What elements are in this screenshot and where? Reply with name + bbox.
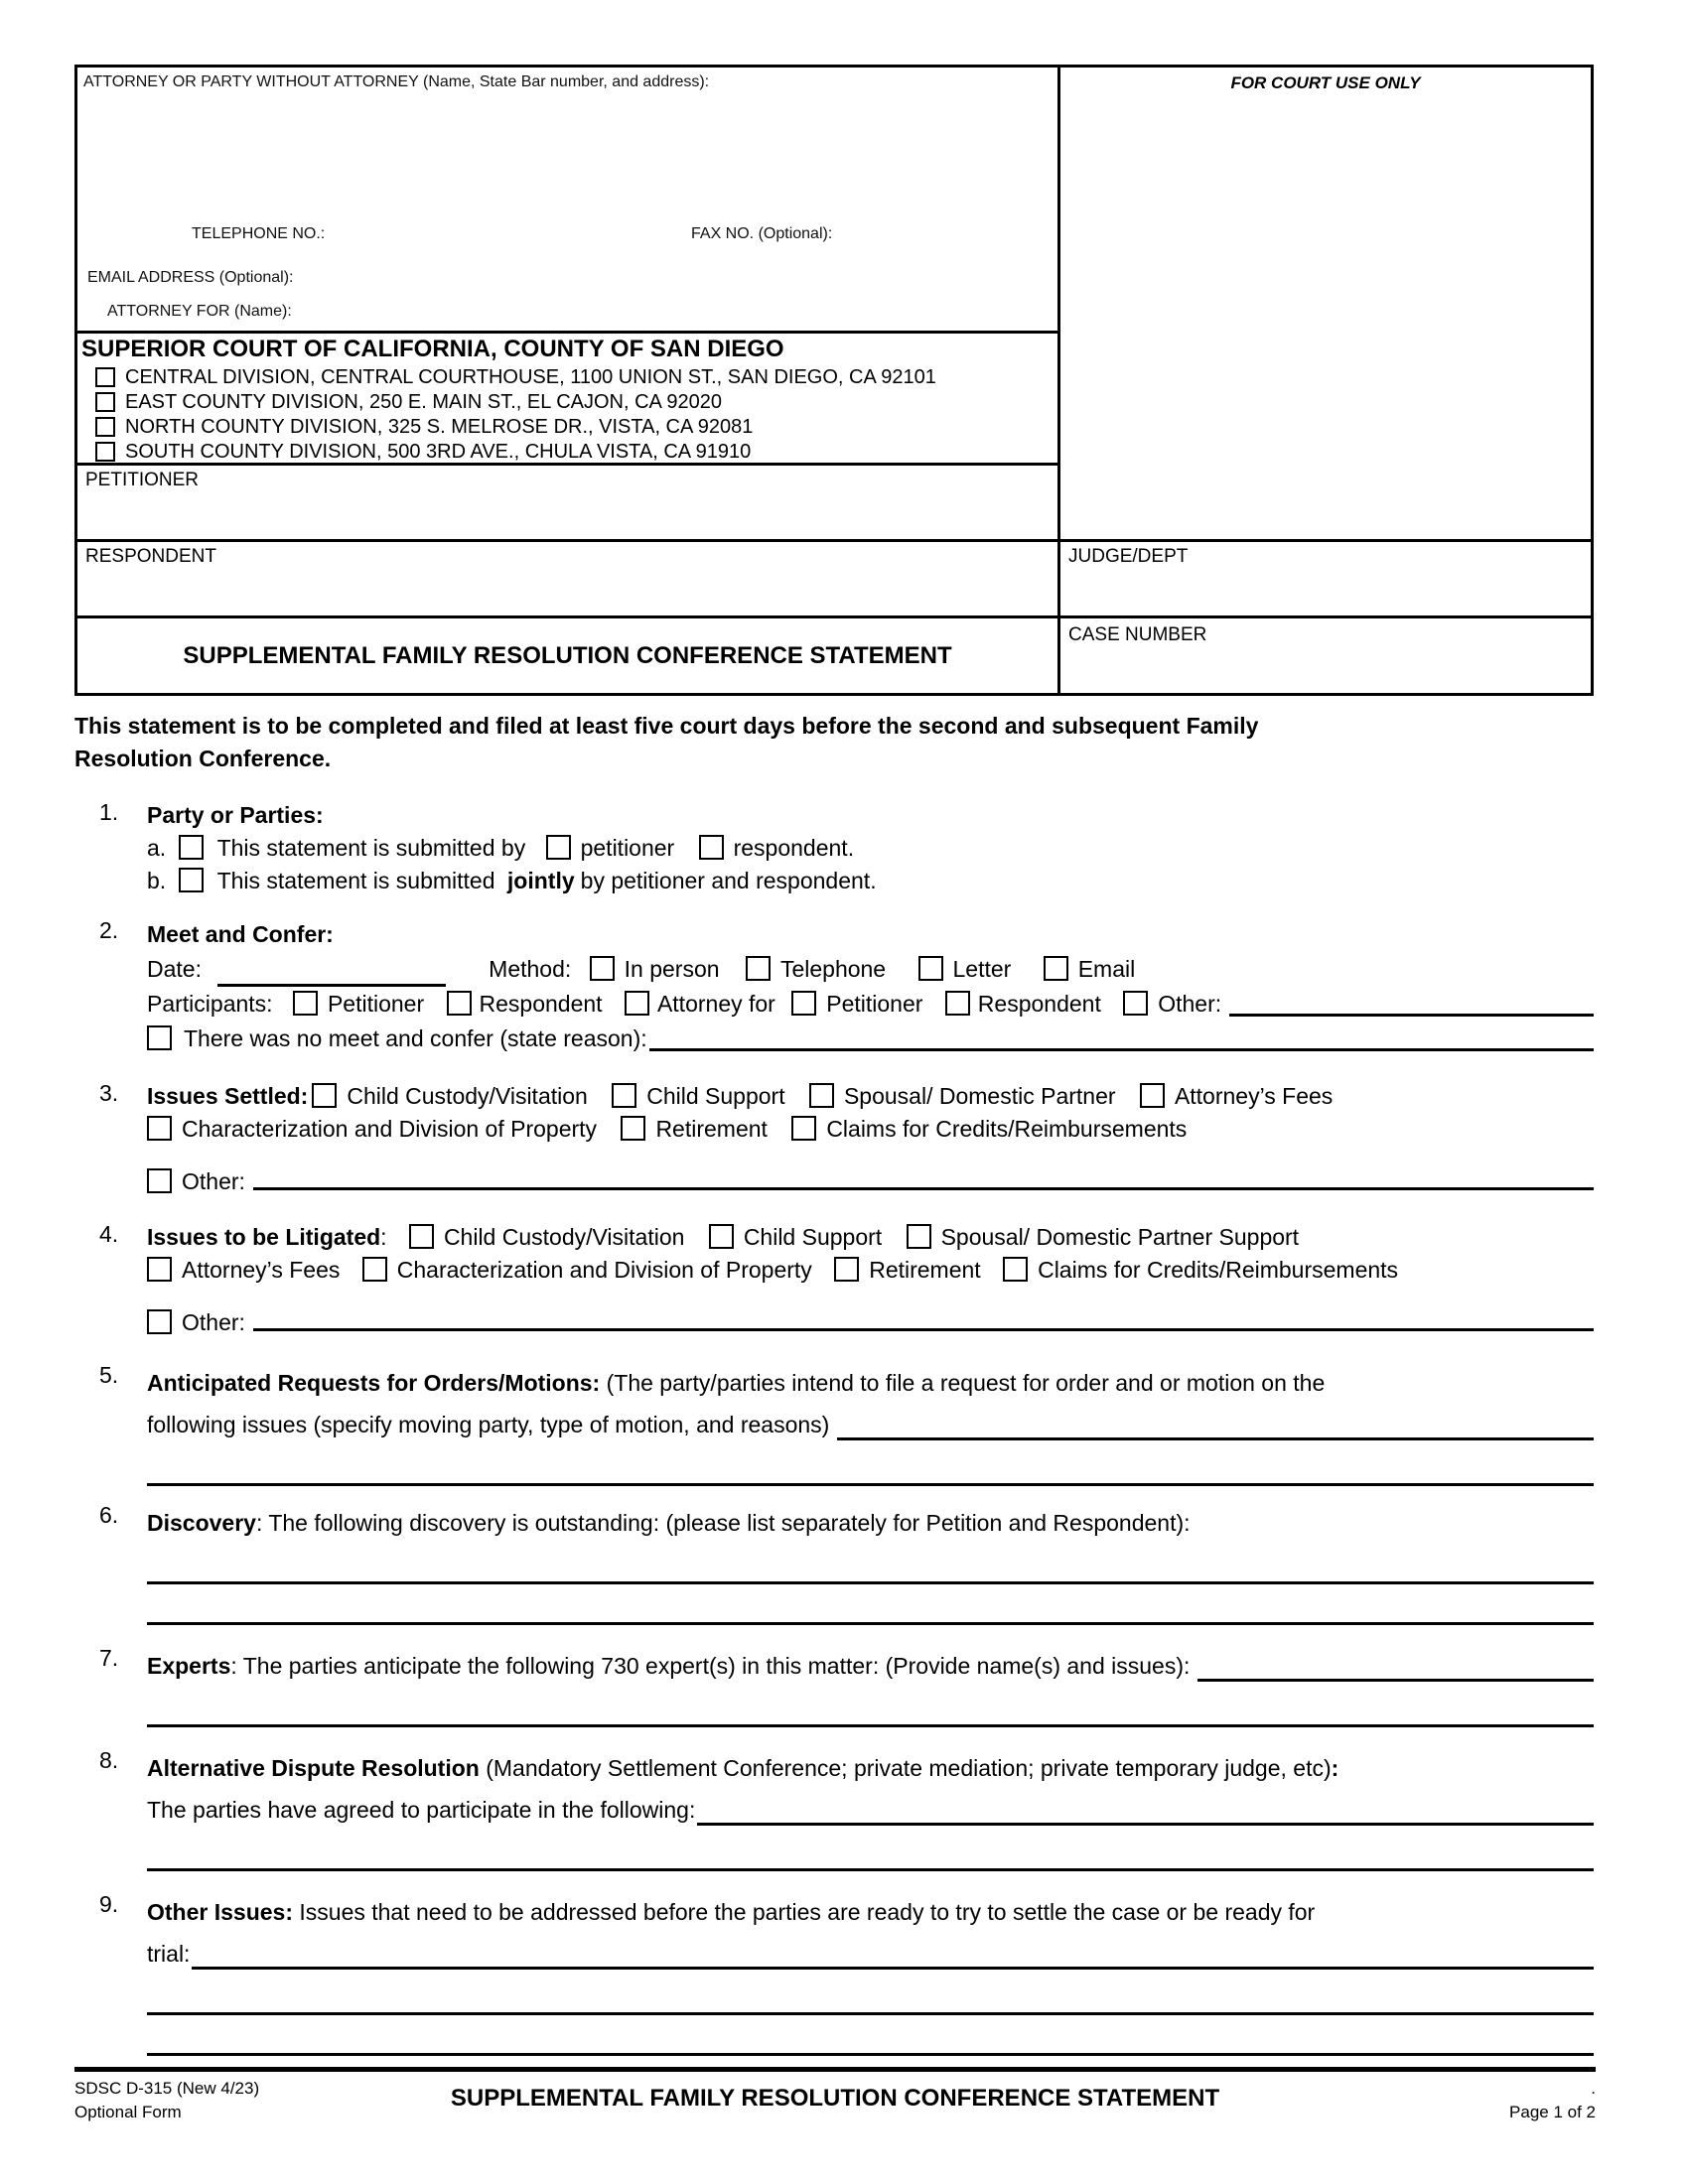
submitted-by-text: This statement is submitted by — [216, 835, 526, 861]
central-division-checkbox[interactable] — [95, 367, 115, 387]
discovery-input-line-1[interactable] — [147, 1544, 1594, 1584]
meet-confer-heading: Meet and Confer: — [147, 921, 334, 947]
jointly-text-pre: This statement is submitted — [216, 868, 495, 893]
discovery-input-line-2[interactable] — [147, 1584, 1594, 1625]
north-county-division-label: NORTH COUNTY DIVISION, 325 S. MELROSE DR., VISTA, CA 92081 — [125, 416, 754, 438]
issues-settled-row-1 — [147, 1080, 1594, 1113]
telephone-label: TELEPHONE NO.: — [192, 225, 326, 242]
litigated-property-label: Characterization and Division of Property — [396, 1257, 812, 1283]
fax-label: FAX NO. (Optional): — [691, 225, 833, 242]
intro-line-1: This statement is to be completed and filed at least five court days before the second and subsequent Family — [74, 713, 1259, 739]
east-county-division-checkbox[interactable] — [95, 392, 115, 412]
judge-dept-label: JUDGE/DEPT — [1068, 546, 1189, 567]
party-heading: Party or Parties: — [147, 802, 324, 828]
petitioner-label: PETITIONER — [85, 470, 200, 490]
no-meet-confer-checkbox[interactable] — [147, 1025, 172, 1050]
participant-other-label: Other: — [1158, 991, 1222, 1017]
form-title-cell — [77, 615, 1060, 693]
party-option-a — [147, 832, 1594, 865]
method-email-label: Email — [1077, 956, 1136, 982]
other-issues-text: Issues that need to be addressed before the parties are ready to try to settle the case or be ready for — [299, 1899, 1316, 1925]
section-issues-to-be-litigated — [74, 1221, 1594, 1336]
motions-input-line[interactable] — [837, 1437, 1594, 1440]
petitioner-cell[interactable] — [77, 463, 1060, 539]
other-issues-line-2 — [147, 1933, 1594, 1975]
settled-attorneys-fees-checkbox[interactable] — [1140, 1083, 1165, 1108]
form-content — [74, 65, 1594, 2056]
settled-spousal-partner-label: Spousal/ Domestic Partner — [843, 1083, 1116, 1109]
section-party-or-parties — [74, 799, 1594, 897]
respondent-label: RESPONDENT — [85, 546, 216, 567]
anticipated-requests-text: (The party/parties intend to file a request for order and or motion on the — [606, 1370, 1326, 1396]
method-letter-checkbox[interactable] — [918, 956, 943, 981]
issues-litigated-row-1 — [147, 1221, 1594, 1254]
item-number: 9. — [99, 1891, 119, 1917]
item-number: 2. — [99, 917, 119, 943]
sub-item-a-label: a. — [147, 835, 167, 861]
litigated-other-checkbox[interactable] — [147, 1309, 172, 1334]
item-number: 6. — [99, 1502, 119, 1528]
issues-settled-heading: Issues Settled: — [147, 1083, 309, 1109]
experts-line — [147, 1645, 1594, 1687]
footer-page-block — [1268, 2077, 1596, 2124]
division-row — [95, 366, 1054, 388]
item-number: 3. — [99, 1080, 119, 1106]
no-meet-confer-row — [147, 1022, 1594, 1056]
section-experts — [74, 1645, 1594, 1727]
litigated-retirement-label: Retirement — [869, 1257, 981, 1283]
form-caption-box — [74, 65, 1594, 696]
issues-litigated-heading: Issues to be Litigated — [147, 1224, 381, 1250]
no-meet-reason-input-line[interactable] — [649, 1048, 1594, 1051]
adr-input-line[interactable] — [697, 1823, 1594, 1826]
attorney-info-cell[interactable] — [77, 68, 1060, 331]
experts-input-line[interactable] — [1197, 1679, 1594, 1682]
participant-respondent-checkbox[interactable] — [447, 991, 472, 1016]
form-title: SUPPLEMENTAL FAMILY RESOLUTION CONFERENCE STATEMENT — [183, 641, 952, 669]
for-court-use-only-label: FOR COURT USE ONLY — [1230, 73, 1421, 92]
settled-spousal-partner-checkbox[interactable] — [809, 1083, 834, 1108]
respondent-cell[interactable] — [77, 539, 1060, 615]
no-meet-confer-text: There was no meet and confer (state reason): — [184, 1025, 647, 1051]
discovery-line — [147, 1502, 1594, 1544]
sub-item-b-label: b. — [147, 868, 167, 893]
adr-line-1 — [147, 1747, 1594, 1789]
experts-text: : The parties anticipate the following 730 expert(s) in this matter: (Provide name(s) and issues): — [230, 1653, 1191, 1679]
participant-respondent-label: Respondent — [479, 991, 603, 1017]
division-row — [95, 416, 1054, 438]
participant-other-checkbox[interactable] — [1123, 991, 1148, 1016]
method-telephone-label: Telephone — [779, 956, 887, 982]
section-anticipated-requests — [74, 1362, 1594, 1486]
section-adr — [74, 1747, 1594, 1871]
court-use-cell — [1060, 68, 1591, 539]
item-number: 7. — [99, 1645, 119, 1671]
meet-confer-date-method-row — [147, 952, 1594, 987]
intro-statement — [74, 710, 1524, 775]
date-label: Date: — [147, 956, 202, 982]
north-county-division-checkbox[interactable] — [95, 417, 115, 437]
jointly-bold: jointly — [506, 868, 575, 893]
other-issues-input-line-1[interactable] — [147, 1975, 1594, 2015]
form-footer — [74, 2067, 1596, 2124]
settled-credits-checkbox[interactable] — [791, 1116, 816, 1141]
motions-input-line-2[interactable] — [147, 1445, 1594, 1486]
settled-attorneys-fees-label: Attorney’s Fees — [1174, 1083, 1334, 1109]
participant-petitioner-checkbox[interactable] — [293, 991, 318, 1016]
settled-property-checkbox[interactable] — [147, 1116, 172, 1141]
litigated-spousal-support-label: Spousal/ Domestic Partner Support — [940, 1224, 1300, 1250]
method-in-person-label: In person — [624, 956, 720, 982]
litigated-credits-checkbox[interactable] — [1003, 1257, 1028, 1282]
litigated-attorneys-fees-label: Attorney’s Fees — [182, 1257, 341, 1283]
other-issues-input-line-2[interactable] — [147, 2015, 1594, 2056]
attorney-for-respondent-checkbox[interactable] — [945, 991, 970, 1016]
anticipated-requests-line-2 — [147, 1404, 1594, 1445]
settled-credits-label: Claims for Credits/Reimbursements — [826, 1116, 1188, 1142]
participants-other-input-line[interactable] — [1229, 1014, 1594, 1017]
litigated-child-custody-label: Child Custody/Visitation — [443, 1224, 685, 1250]
other-issues-line-1 — [147, 1891, 1594, 1933]
attorney-for-petitioner-label: Petitioner — [826, 991, 923, 1017]
footer-form-id — [74, 2077, 402, 2124]
attorney-for-label: ATTORNEY FOR (Name): — [107, 303, 292, 320]
item-number: 4. — [99, 1221, 119, 1247]
item-number: 5. — [99, 1362, 119, 1388]
submitted-by-petitioner-checkbox[interactable] — [546, 835, 571, 860]
participant-petitioner-label: Petitioner — [327, 991, 425, 1017]
litigated-attorneys-fees-checkbox[interactable] — [147, 1257, 172, 1282]
issues-settled-other-row — [147, 1160, 1594, 1195]
litigated-retirement-checkbox[interactable] — [834, 1257, 859, 1282]
east-county-division-label: EAST COUNTY DIVISION, 250 E. MAIN ST., EL CAJON, CA 92020 — [125, 391, 722, 413]
section-discovery — [74, 1502, 1594, 1625]
issues-litigated-colon: : — [380, 1224, 387, 1250]
court-branch-cell — [77, 331, 1060, 463]
party-option-b — [147, 865, 1594, 897]
issues-litigated-row-2 — [147, 1254, 1594, 1287]
participants-label: Participants: — [147, 991, 273, 1017]
adr-text-2: The parties have agreed to participate in the following: — [147, 1797, 696, 1823]
method-letter-label: Letter — [952, 956, 1012, 982]
division-row — [95, 391, 1054, 413]
litigated-other-label: Other: — [182, 1309, 245, 1335]
adr-line-2 — [147, 1789, 1594, 1831]
litigated-other-input-line[interactable] — [253, 1328, 1594, 1331]
submitted-jointly-checkbox[interactable] — [179, 868, 204, 892]
method-email-checkbox[interactable] — [1044, 956, 1068, 981]
settled-retirement-label: Retirement — [655, 1116, 768, 1142]
footer-page-number: Page 1 of 2 — [1509, 2103, 1596, 2121]
method-telephone-checkbox[interactable] — [746, 956, 771, 981]
central-division-label: CENTRAL DIVISION, CENTRAL COURTHOUSE, 1100 UNION ST., SAN DIEGO, CA 92101 — [125, 366, 936, 388]
intro-line-2: Resolution Conference. — [74, 746, 332, 771]
date-input-line[interactable] — [217, 960, 446, 987]
experts-heading: Experts — [147, 1653, 231, 1679]
section-meet-and-confer — [74, 917, 1594, 1056]
attorney-label: ATTORNEY OR PARTY WITHOUT ATTORNEY (Name, State Bar number, and address): — [83, 73, 710, 90]
method-label: Method: — [489, 956, 572, 982]
settled-other-input-line[interactable] — [253, 1187, 1594, 1190]
case-number-label: CASE NUMBER — [1068, 624, 1207, 645]
anticipated-requests-heading: Anticipated Requests for Orders/Motions: — [147, 1370, 601, 1396]
jointly-text-post: by petitioner and respondent. — [580, 868, 877, 893]
participant-attorney-for-checkbox[interactable] — [625, 991, 649, 1016]
south-county-division-checkbox[interactable] — [95, 442, 115, 462]
discovery-text: : The following discovery is outstanding: (please list separately for Petition and Respondent): — [255, 1510, 1191, 1536]
meet-confer-participants-row — [147, 987, 1594, 1022]
anticipated-requests-text-2: following issues (specify moving party, type of motion, and reasons) — [147, 1412, 830, 1437]
court-name: SUPERIOR COURT OF CALIFORNIA, COUNTY OF SAN DIEGO — [81, 336, 784, 362]
footer-form-number: SDSC D-315 (New 4/23) — [74, 2079, 260, 2098]
settled-other-label: Other: — [182, 1168, 245, 1194]
litigated-credits-label: Claims for Credits/Reimbursements — [1038, 1257, 1399, 1283]
issues-settled-row-2 — [147, 1113, 1594, 1146]
item-number: 1. — [99, 799, 119, 825]
submitted-by-checkbox[interactable] — [179, 835, 204, 860]
litigated-child-support-label: Child Support — [743, 1224, 883, 1250]
experts-input-line-2[interactable] — [147, 1687, 1594, 1727]
settled-child-support-label: Child Support — [646, 1083, 785, 1109]
division-row — [95, 441, 1054, 463]
method-in-person-checkbox[interactable] — [590, 956, 615, 981]
footer-form-type: Optional Form — [74, 2103, 182, 2121]
adr-input-line-2[interactable] — [147, 1831, 1594, 1871]
trial-input-line[interactable] — [192, 1967, 1594, 1970]
anticipated-requests-line-1 — [147, 1362, 1594, 1404]
settled-property-label: Characterization and Division of Property — [182, 1116, 598, 1142]
email-label: EMAIL ADDRESS (Optional): — [87, 269, 294, 286]
attorney-for-respondent-label: Respondent — [977, 991, 1101, 1017]
litigated-child-support-checkbox[interactable] — [709, 1224, 734, 1249]
settled-other-checkbox[interactable] — [147, 1168, 172, 1193]
case-number-cell[interactable] — [1060, 615, 1591, 693]
litigated-child-custody-checkbox[interactable] — [409, 1224, 434, 1249]
submitted-by-respondent-checkbox[interactable] — [699, 835, 724, 860]
item-number: 8. — [99, 1747, 119, 1773]
section-other-issues — [74, 1891, 1594, 2056]
footer-title: SUPPLEMENTAL FAMILY RESOLUTION CONFERENCE STATEMENT — [450, 2085, 1220, 2112]
settled-child-support-checkbox[interactable] — [612, 1083, 636, 1108]
litigated-property-checkbox[interactable] — [362, 1257, 387, 1282]
attorney-for-petitioner-checkbox[interactable] — [791, 991, 816, 1016]
adr-text: (Mandatory Settlement Conference; private mediation; private temporary judge, etc) — [486, 1755, 1332, 1781]
section-issues-settled — [74, 1080, 1594, 1195]
participant-attorney-for-label: Attorney for — [656, 991, 775, 1017]
footer-dot: . — [1591, 2079, 1596, 2098]
trial-label: trial: — [147, 1941, 191, 1967]
issues-litigated-other-row — [147, 1300, 1594, 1336]
discovery-heading: Discovery — [147, 1510, 256, 1536]
settled-child-custody-label: Child Custody/Visitation — [347, 1083, 588, 1109]
settled-child-custody-checkbox[interactable] — [312, 1083, 337, 1108]
other-issues-heading: Other Issues: — [147, 1899, 293, 1925]
judge-dept-cell[interactable] — [1060, 539, 1591, 615]
settled-retirement-checkbox[interactable] — [621, 1116, 645, 1141]
respondent-option-label: respondent. — [733, 835, 855, 861]
south-county-division-label: SOUTH COUNTY DIVISION, 500 3RD AVE., CHULA VISTA, CA 91910 — [125, 441, 752, 463]
litigated-spousal-support-checkbox[interactable] — [907, 1224, 931, 1249]
adr-heading: Alternative Dispute Resolution — [147, 1755, 480, 1781]
petitioner-option-label: petitioner — [580, 835, 675, 861]
adr-colon: : — [1331, 1755, 1339, 1781]
